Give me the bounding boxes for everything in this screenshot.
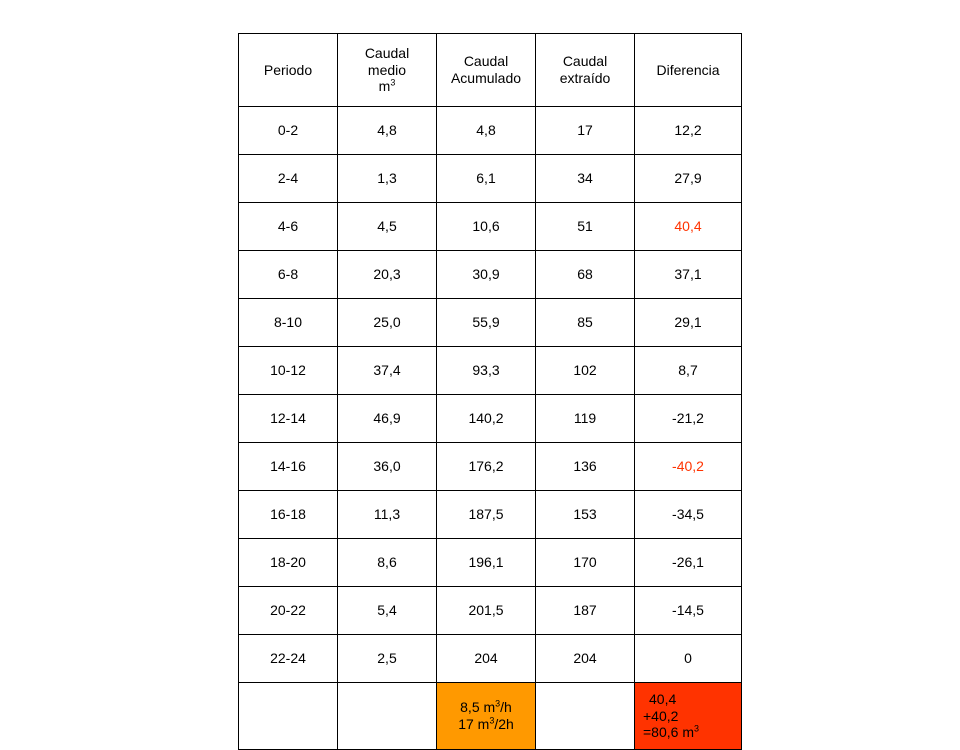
summary-diff-line3: =80,6 $m^3$ (643, 723, 699, 741)
cell-diferencia: 40,4 (635, 203, 742, 251)
cell-medio: 25,0 (338, 299, 437, 347)
cell-periodo: 4-6 (239, 203, 338, 251)
cell-medio: 5,4 (338, 587, 437, 635)
cell-extraido: 51 (536, 203, 635, 251)
table-row (239, 155, 742, 203)
table-body (239, 107, 742, 683)
cell-extraido: 102 (536, 347, 635, 395)
cell-periodo: 10-12 (239, 347, 338, 395)
summary-caudal-hourly: 8,5 $m^3/h$ (460, 698, 512, 716)
summary-diferencia-cell (635, 683, 742, 750)
summary-caudal-bihourly: 17 $m^3/2h$ (458, 715, 514, 732)
table-row (239, 539, 742, 587)
cell-medio: 36,0 (338, 443, 437, 491)
cell-acumulado: 30,9 (437, 251, 536, 299)
cell-acumulado: 140,2 (437, 395, 536, 443)
table-row (239, 251, 742, 299)
cell-periodo: 18-20 (239, 539, 338, 587)
summary-caudal-cell (437, 683, 536, 750)
header-caudal-medio-unit: m (378, 78, 391, 95)
cell-diferencia: 29,1 (635, 299, 742, 347)
cell-diferencia: 37,1 (635, 251, 742, 299)
cell-periodo: 22-24 (239, 635, 338, 683)
cell-medio: 11,3 (338, 491, 437, 539)
cell-extraido: 153 (536, 491, 635, 539)
cell-medio: 4,5 (338, 203, 437, 251)
cell-periodo: 14-16 (239, 443, 338, 491)
cell-medio: 37,4 (338, 347, 437, 395)
cell-periodo: 0-2 (239, 107, 338, 155)
cell-acumulado: 204 (437, 635, 536, 683)
table-row (239, 587, 742, 635)
cell-extraido: 119 (536, 395, 635, 443)
cell-diferencia: 27,9 (635, 155, 742, 203)
header-diferencia: Diferencia (635, 34, 742, 107)
cell-acumulado: 201,5 (437, 587, 536, 635)
cell-acumulado: 93,3 (437, 347, 536, 395)
table-row (239, 635, 742, 683)
header-caudal-extraido (536, 34, 635, 107)
header-caudal-acumulado-line2: Acumulado (450, 70, 522, 86)
cell-diferencia: -26,1 (635, 539, 742, 587)
cell-extraido: 68 (536, 251, 635, 299)
table-row (239, 347, 742, 395)
table-row (239, 395, 742, 443)
summary-empty-cell (536, 683, 635, 750)
cell-acumulado: 196,1 (437, 539, 536, 587)
header-periodo: Periodo (239, 34, 338, 107)
cell-medio: 20,3 (338, 251, 437, 299)
cell-diferencia: -40,2 (635, 443, 742, 491)
cell-diferencia: -14,5 (635, 587, 742, 635)
summary-empty-cell (338, 683, 437, 750)
cell-medio: 4,8 (338, 107, 437, 155)
cell-extraido: 17 (536, 107, 635, 155)
cell-periodo: 20-22 (239, 587, 338, 635)
table-row (239, 203, 742, 251)
cell-periodo: 12-14 (239, 395, 338, 443)
cell-extraido: 34 (536, 155, 635, 203)
summary-row (239, 683, 742, 750)
cell-medio: 46,9 (338, 395, 437, 443)
cell-extraido: 136 (536, 443, 635, 491)
cell-diferencia: -34,5 (635, 491, 742, 539)
cell-acumulado: 176,2 (437, 443, 536, 491)
summary-empty-cell (239, 683, 338, 750)
cell-extraido: 187 (536, 587, 635, 635)
header-caudal-extraido-line2: extraído (559, 70, 611, 86)
cell-periodo: 6-8 (239, 251, 338, 299)
header-caudal-medio-line2: medio (367, 61, 407, 78)
table-row (239, 107, 742, 155)
cell-diferencia: 12,2 (635, 107, 742, 155)
cell-acumulado: 10,6 (437, 203, 536, 251)
table-row (239, 299, 742, 347)
caudal-table (238, 33, 742, 750)
cell-extraido: 204 (536, 635, 635, 683)
header-caudal-medio-line1: Caudal (364, 44, 410, 61)
cell-medio: 1,3 (338, 155, 437, 203)
cell-diferencia: 8,7 (635, 347, 742, 395)
header-row (239, 34, 742, 107)
cell-acumulado: 55,9 (437, 299, 536, 347)
table-row (239, 491, 742, 539)
summary-diff-line2: +40,2 (643, 707, 679, 724)
cell-periodo: 2-4 (239, 155, 338, 203)
header-caudal-acumulado (437, 34, 536, 107)
cell-diferencia: -21,2 (635, 395, 742, 443)
cell-extraido: 85 (536, 299, 635, 347)
header-caudal-acumulado-line1: Caudal (463, 53, 509, 70)
cell-medio: 2,5 (338, 635, 437, 683)
cell-diferencia: 0 (635, 635, 742, 683)
cell-acumulado: 4,8 (437, 107, 536, 155)
cell-acumulado: 6,1 (437, 155, 536, 203)
header-caudal-medio (338, 34, 437, 107)
cell-medio: 8,6 (338, 539, 437, 587)
cell-acumulado: 187,5 (437, 491, 536, 539)
header-caudal-extraido-line1: Caudal (562, 53, 608, 70)
summary-diff-line1: 40,4 (649, 690, 677, 707)
header-caudal-medio-unit-sup: 3 (390, 77, 396, 88)
table-row (239, 443, 742, 491)
cell-periodo: 16-18 (239, 491, 338, 539)
cell-periodo: 8-10 (239, 299, 338, 347)
cell-extraido: 170 (536, 539, 635, 587)
